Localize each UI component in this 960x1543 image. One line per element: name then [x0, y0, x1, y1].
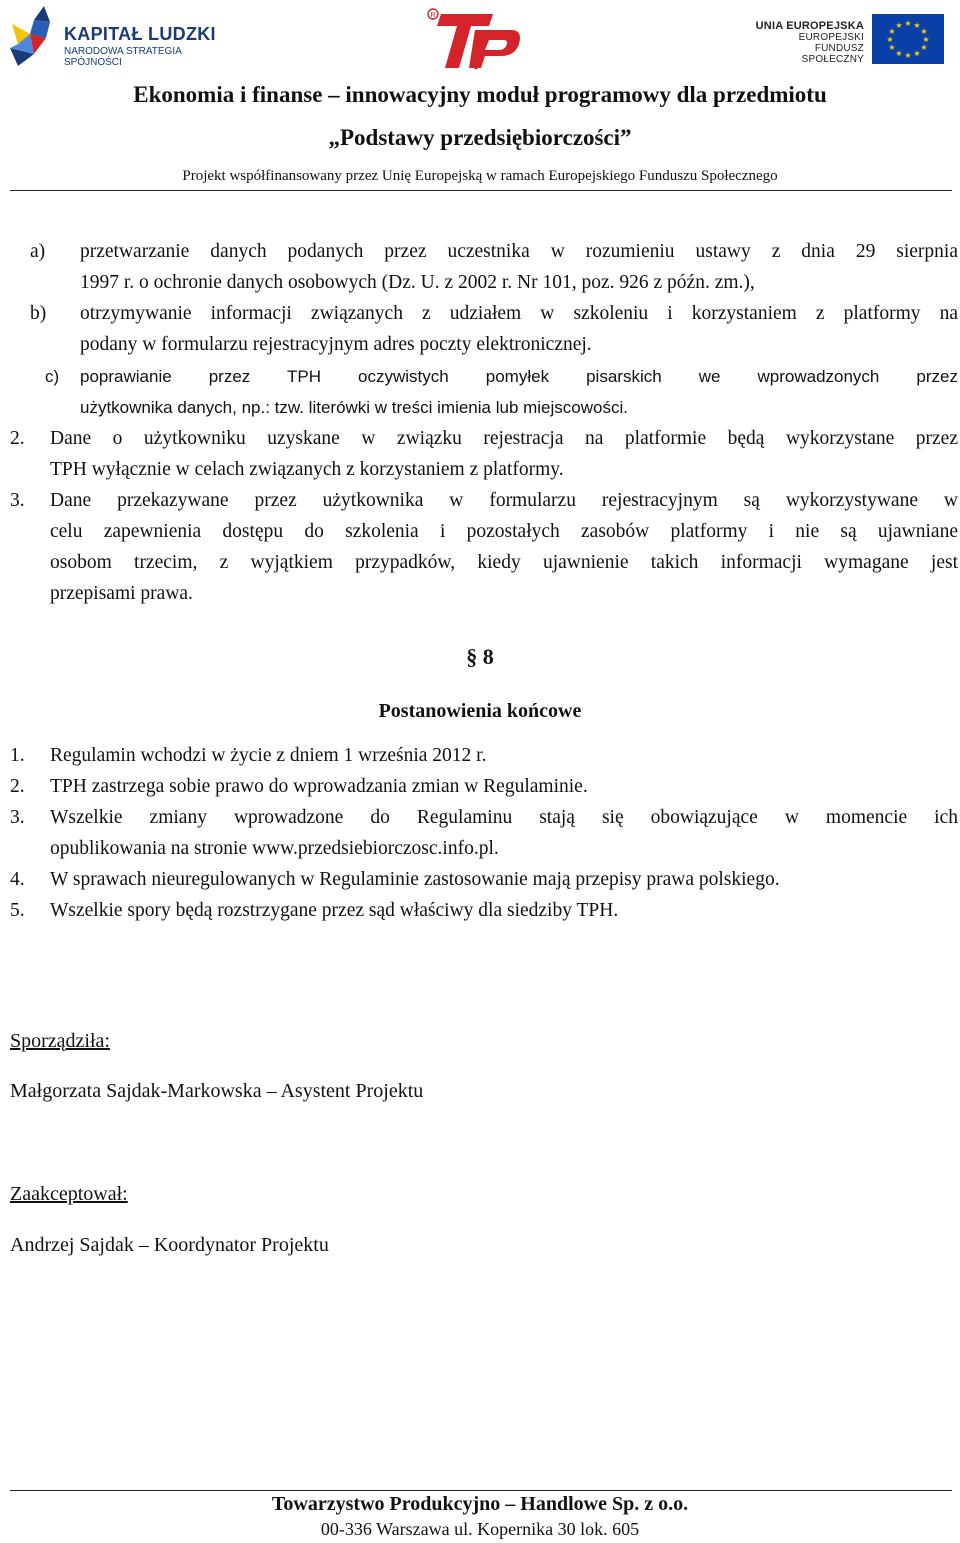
list-item-line: przetwarzanie danych podanych przez uczestnika w rozumieniu ustawy z dnia 29 sierpnia [80, 241, 958, 262]
final-provisions-list [10, 740, 960, 926]
list-item-line: osobom trzecim, z wyjątkiem przypadków, kiedy ujawnienie takich informacji wymagane jest [50, 552, 958, 573]
list-item-line: przepisami prawa. [50, 583, 193, 604]
list-item-line: 1997 r. o ochronie danych osobowych (Dz. U. z 2002 r. Nr 101, poz. 926 z późn. zm.), [80, 272, 755, 293]
footer-address: 00-336 Warszawa ul. Kopernika 30 lok. 605 [320, 1519, 640, 1539]
kapital-ludzki-emblem-icon [4, 4, 60, 68]
list-item-text [80, 236, 958, 298]
list-item-line: Regulamin wchodzi w życie z dniem 1 września 2012 r. [50, 745, 487, 766]
list-marker: c) [45, 367, 60, 386]
document-title: Ekonomia i finanse – innowacyjny moduł programowy dla przedmiotu [133, 82, 827, 107]
list-marker: 5. [10, 900, 25, 921]
prepared-by-name: Małgorzata Sajdak-Markowska – Asystent Projektu [10, 1080, 424, 1102]
list-item-text [50, 864, 958, 895]
project-cofinancing-note: Projekt współfinansowany przez Unię Europejską w ramach Europejskiego Funduszu Społecznego [182, 168, 778, 184]
list-marker: b) [30, 303, 47, 324]
list-marker: 4. [10, 869, 25, 890]
section-title: Postanowienia końcowe [378, 700, 582, 722]
section-number: § 8 [466, 644, 494, 669]
list-item-line: Dane o użytkowniku uzyskane w związku rejestracja na platformie będą wykorzystane przez [50, 428, 958, 449]
tph-logo [423, 6, 523, 70]
eu-logo-line3: FUNDUSZ SPOŁECZNY [801, 43, 864, 65]
list-item-line: podany w formularzu rejestracyjnym adres poczty elektronicznej. [80, 334, 592, 355]
list-item-text [50, 895, 958, 926]
svg-text:★: ★ [920, 27, 928, 36]
list-item [10, 864, 960, 895]
list-marker: 2. [10, 776, 25, 797]
list-item-line: otrzymywanie informacji związanych z udziałem w szkoleniu i korzystaniem z platformy na [80, 303, 958, 324]
svg-text:★: ★ [888, 27, 896, 36]
list-marker: 3. [10, 490, 25, 511]
list-marker: 3. [10, 807, 25, 828]
list-item [10, 802, 960, 864]
eu-social-fund-logo [750, 12, 950, 68]
list-item-text [50, 485, 958, 609]
list-marker: a) [30, 241, 46, 262]
list-item-line: celu zapewnienia dostępu do szkolenia i pozostałych zasobów platformy i nie są ujawniane [50, 521, 958, 542]
list-item-line: poprawianie przez TPH oczywistych pomyłek pisarskich we wprowadzonych przez [80, 367, 958, 386]
svg-text:★: ★ [904, 51, 912, 60]
list-item-text [50, 771, 958, 802]
svg-text:★: ★ [922, 35, 930, 44]
list-item [10, 895, 960, 926]
eu-flag-icon [872, 14, 944, 64]
list-item-line: Dane przekazywane przez użytkownika w formularzu rejestracyjnym są wykorzystywane w [50, 490, 958, 511]
svg-text:★: ★ [888, 43, 896, 52]
document-subtitle: „Podstawy przedsiębiorczości” [328, 125, 632, 150]
svg-text:★: ★ [895, 49, 903, 58]
list-item-line: opublikowania na stronie www.przedsiebiorczosc.info.pl. [50, 838, 499, 859]
eu-logo-line2: EUROPEJSKI [798, 32, 864, 43]
kapital-ludzki-name: KAPITAŁ LUDZKI [64, 24, 216, 44]
approved-by-name: Andrzej Sajdak – Koordynator Projektu [10, 1234, 329, 1256]
kapital-ludzki-logo [4, 4, 234, 70]
list-item-line: Wszelkie spory będą rozstrzygane przez sąd właściwy dla siedziby TPH. [50, 900, 619, 921]
svg-text:R: R [430, 12, 436, 19]
list-item-line: TPH zastrzega sobie prawo do wprowadzania zmian w Regulaminie. [50, 776, 588, 797]
list-marker: 2. [10, 428, 25, 449]
approved-by-label: Zaakceptował: [10, 1183, 128, 1205]
list-item-text [80, 361, 958, 423]
footer-divider [10, 1490, 952, 1491]
svg-text:★: ★ [913, 21, 921, 30]
footer-organization: Towarzystwo Produkcyjno – Handlowe Sp. z o.o. [271, 1493, 689, 1515]
list-item-line: Wszelkie zmiany wprowadzone do Regulaminu stają się obowiązujące w momencie ich [50, 807, 958, 828]
svg-text:★: ★ [886, 35, 894, 44]
list-item-text [50, 740, 958, 771]
list-marker: 1. [10, 745, 25, 766]
svg-text:★: ★ [904, 19, 912, 28]
prepared-by-label: Sporządziła: [10, 1030, 110, 1052]
kapital-ludzki-subtitle: NARODOWA STRATEGIA SPÓJNOŚCI [64, 46, 182, 68]
list-item-text [50, 423, 958, 485]
tph-logo-icon [423, 6, 523, 70]
list-item-line: W sprawach nieuregulowanych w Regulaminie zastosowanie mają przepisy prawa polskiego. [50, 869, 780, 890]
eu-logo-line1: UNIA EUROPEJSKA [755, 20, 864, 32]
header-divider [10, 190, 952, 191]
list-item-text [80, 298, 958, 360]
list-item-text [50, 802, 958, 864]
list-item-line: użytkownika danych, np.: tzw. literówki w treści imienia lub miejscowości. [80, 398, 628, 417]
svg-text:★: ★ [895, 21, 903, 30]
svg-text:★: ★ [920, 43, 928, 52]
list-item [10, 740, 960, 771]
list-item-line: TPH wyłącznie w celach związanych z korzystaniem z platformy. [50, 459, 564, 480]
svg-text:★: ★ [913, 49, 921, 58]
list-item [10, 771, 960, 802]
